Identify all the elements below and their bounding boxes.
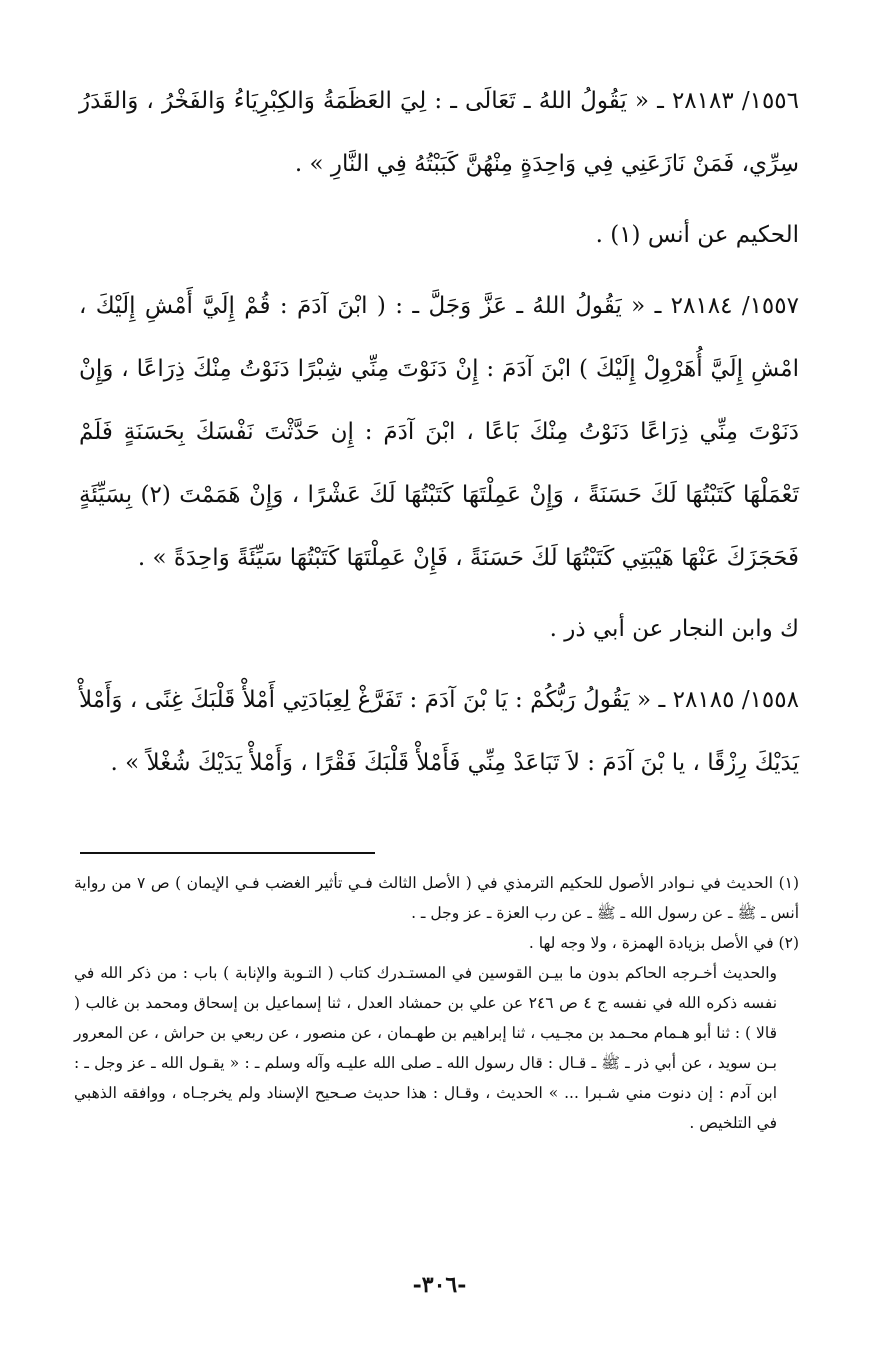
hadith-1556: ١٥٥٦/ ٢٨١٨٣ ـ « يَقُولُ اللهُ ـ تَعَالَى ـ : لِيَ العَظَمَةُ وَالكِبْرِيَاءُ وَالفَخْرُ ، وَالقَدَرُ سِرِّي، فَمَنْ نَازَعَنِي فِي وَاحِدَةٍ مِنْهُنَّ كَبَبْتُهُ فِي النَّارِ » . xyxy=(79,88,800,177)
footnote-divider xyxy=(80,852,375,854)
main-text xyxy=(79,70,799,795)
hadith-1557: ١٥٥٧/ ٢٨١٨٤ ـ « يَقُولُ اللهُ ـ عَزَّ وَجَلَّ ـ : ( ابْنَ آدَمَ : قُمْ إِلَيَّ أَمْشِ إِلَيْكَ ، امْشِ إِلَيَّ أُهَرْوِلْ إِلَيْكَ ) ابْنَ آدَمَ : إِنْ دَنَوْتَ مِنِّي شِبْرًا دَنَوْتُ مِنْكَ ذِرَاعًا ، وَإِنْ دَنَوْتَ مِنِّي ذِرَاعًا دَنَوْتُ مِنْكَ بَاعًا ، ابْنَ آدَمَ : إِن حَدَّثْتَ نَفْسَكَ بِحَسَنَةٍ فَلَمْ تَعْمَلْهَا كَتَبْتُهَا لَكَ حَسَنَةً ، وَإِنْ عَمِلْتَهَا كَتَبْتُهَا لَكَ عَشْرًا ، وَإِنْ هَمَمْتَ (٢) بِسَيِّئَةٍ فَحَجَزَكَ عَنْهَا هَيْبَتِي كَتَبْتُهَا لَكَ حَسَنَةً ، فَإِنْ عَمِلْتَهَا كَتَبْتُهَا سَيِّئَةً وَاحِدَةً » . xyxy=(79,293,799,571)
hadith-1558: ١٥٥٨/ ٢٨١٨٥ ـ « يَقُولُ رَبُّكُمْ : يَا بْنَ آدَمَ : تَفَرَّغْ لِعِبَادَتِي أَمْلأْ قَلْبَكَ غِنًى ، وَأَمْلأْ يَدَيْكَ رِزْقًا ، يا بْنَ آدَمَ : لاَ تَبَاعَدْ مِنِّي فَأَمْلأْ قَلْبَكَ فَقْرًا ، وَأَمْلأْ يَدَيْكَ شُغْلاً » . xyxy=(79,687,799,776)
source-1557: ك وابن النجار عن أبي ذر . xyxy=(549,616,799,642)
page-number: -٣٠٦- xyxy=(412,1272,467,1298)
footnotes xyxy=(74,868,799,1138)
footnote-2: (٢) في الأصل بزيادة الهمزة ، ولا وجه لها . xyxy=(528,934,799,952)
footnote-2-continued: والحديث أخـرجه الحاكم بدون ما بيـن القوسين في المستـدرك كتاب ( التـوبة والإنابة ) باب : من ذكر الله في نفسه ذكره الله في نفسه ج ٤ ص ٢٤٦ عن علي بن حمشاد العدل ، ثنا إسماعيل بن إسحاق ومحمد بن غالب ( قالا ) : ثنا أبو هـمام محـمد بن مجـيب ، ثنا إبراهيم بن طهـمان ، عن منصور ، عن ربعي بن حراش ، عن المعرور بـن سويد ، عن أبي ذر ـ ﷺ ـ قـال : قال رسول الله ـ صلى الله عليـه وآله وسلم ـ : « يقـول الله ـ عز وجل ـ : ابن آدم : إن دنوت مني شـبرا ... » الحديث ، وقـال : هذا حديث صـحيح الإسناد ولم يخرجـاه ، ووافقه الذهبي في التلخيص . xyxy=(74,964,778,1132)
source-1556: الحكيم عن أنس (١) . xyxy=(595,222,799,248)
footnote-1: (١) الحديث في نـوادر الأصول للحكيم الترمذي في ( الأصل الثالث فـي تأثير الغضب فـي الإيمان ) ص ٧ من رواية أنس ـ ﷺ ـ عن رسول الله ـ ﷺ ـ عن رب العزة ـ عز وجل ـ . xyxy=(74,874,800,922)
